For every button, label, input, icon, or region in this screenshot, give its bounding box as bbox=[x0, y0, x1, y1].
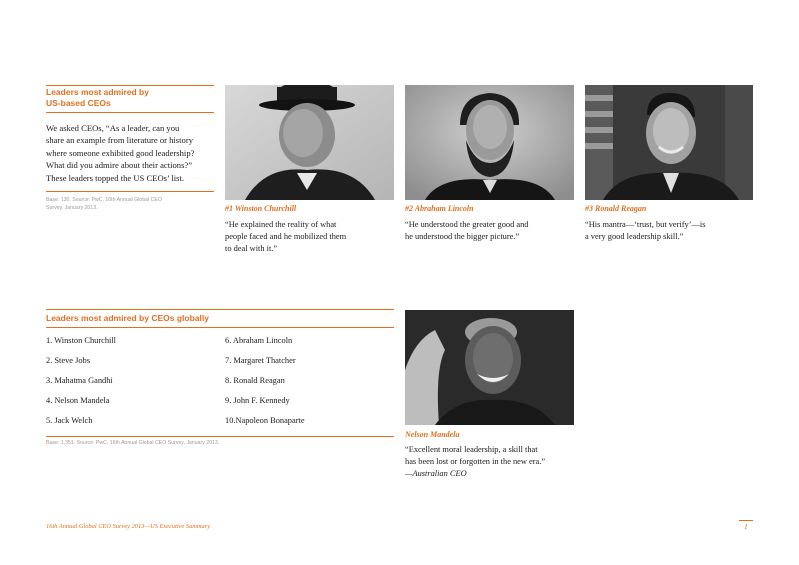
reagan-caption: #3 Ronald Reagan bbox=[585, 204, 647, 213]
page-number-rule bbox=[739, 520, 753, 521]
global-title-bottom-rule bbox=[46, 327, 394, 328]
global-list-item-9: 9. John F. Kennedy bbox=[225, 396, 290, 405]
quote-line: people faced and he mobilized them bbox=[225, 232, 347, 242]
us-title-top-rule bbox=[46, 85, 214, 86]
quote-line: has been lost or forgotten in the new era.” bbox=[405, 457, 546, 467]
global-list-item-7: 7. Margaret Thatcher bbox=[225, 356, 296, 365]
global-list-item-10: 10.Napoleon Bonaparte bbox=[225, 416, 305, 425]
reagan-photo bbox=[585, 85, 753, 200]
mandela-quote bbox=[405, 444, 605, 481]
global-list-item-8: 8. Ronald Reagan bbox=[225, 376, 285, 385]
global-title-top-rule bbox=[46, 309, 394, 310]
global-list-item-3: 3. Mahatma Gandhi bbox=[46, 376, 113, 385]
churchill-caption: #1 Winston Churchill bbox=[225, 204, 297, 213]
quote-line: “He understood the greater good and bbox=[405, 220, 529, 229]
mandela-photo bbox=[405, 310, 574, 425]
us-body-line: These leaders topped the US CEOs’ list. bbox=[46, 172, 185, 183]
us-body-line: share an example from literature or history bbox=[46, 135, 193, 146]
quote-line: “His mantra—‘trust, but verify’—is bbox=[585, 220, 706, 229]
global-section-source: Base: 1,351. Source: PwC, 16th Annual Global CEO Survey, January 2013. bbox=[46, 440, 220, 446]
us-section-title bbox=[46, 87, 149, 109]
global-list-item-5: 5. Jack Welch bbox=[46, 416, 93, 425]
us-body-line: We asked CEOs, “As a leader, can you bbox=[46, 123, 180, 133]
quote-line: “Excellent moral leadership, a skill that bbox=[405, 445, 538, 454]
churchill-quote bbox=[225, 219, 395, 256]
mandela-caption: Nelson Mandela bbox=[405, 430, 460, 439]
quote-line: he understood the bigger picture.” bbox=[405, 232, 520, 242]
lincoln-photo bbox=[405, 85, 574, 200]
us-section-body bbox=[46, 122, 221, 184]
quote-line: to deal with it.” bbox=[225, 244, 278, 254]
quote-line: a very good leadership skill.” bbox=[585, 232, 684, 242]
us-section-title-line1: Leaders most admired by bbox=[46, 87, 149, 97]
lincoln-caption: #2 Abraham Lincoln bbox=[405, 204, 474, 213]
quote-attribution: —Australian CEO bbox=[405, 469, 467, 479]
us-section-source bbox=[46, 197, 221, 212]
reagan-quote bbox=[585, 219, 755, 243]
footer-title: 16th Annual Global CEO Survey 2013—US Executive Summary bbox=[46, 523, 211, 530]
us-source-line2: Survey, January 2013. bbox=[46, 204, 98, 211]
global-list-item-2: 2. Steve Jobs bbox=[46, 356, 90, 365]
global-list-item-4: 4. Nelson Mandela bbox=[46, 396, 110, 405]
global-list-bottom-rule bbox=[46, 436, 394, 437]
us-title-bottom-rule bbox=[46, 112, 214, 113]
churchill-photo bbox=[225, 85, 394, 200]
us-body-line: where someone exhibited good leadership? bbox=[46, 147, 195, 158]
global-list-item-1: 1. Winston Churchill bbox=[46, 336, 116, 345]
us-body-line: What did you admire about their actions?” bbox=[46, 160, 193, 171]
global-list-item-6: 6. Abraham Lincoln bbox=[225, 336, 293, 345]
us-source-line1: Base: 130. Source: PwC, 16th Annual Global CEO bbox=[46, 197, 162, 203]
quote-line: “He explained the reality of what bbox=[225, 220, 337, 229]
us-body-bottom-rule bbox=[46, 191, 214, 192]
lincoln-quote bbox=[405, 219, 575, 243]
global-section-title: Leaders most admired by CEOs globally bbox=[46, 313, 209, 323]
us-section-title-line2: US-based CEOs bbox=[46, 98, 111, 108]
page-number: 1 bbox=[744, 522, 748, 531]
